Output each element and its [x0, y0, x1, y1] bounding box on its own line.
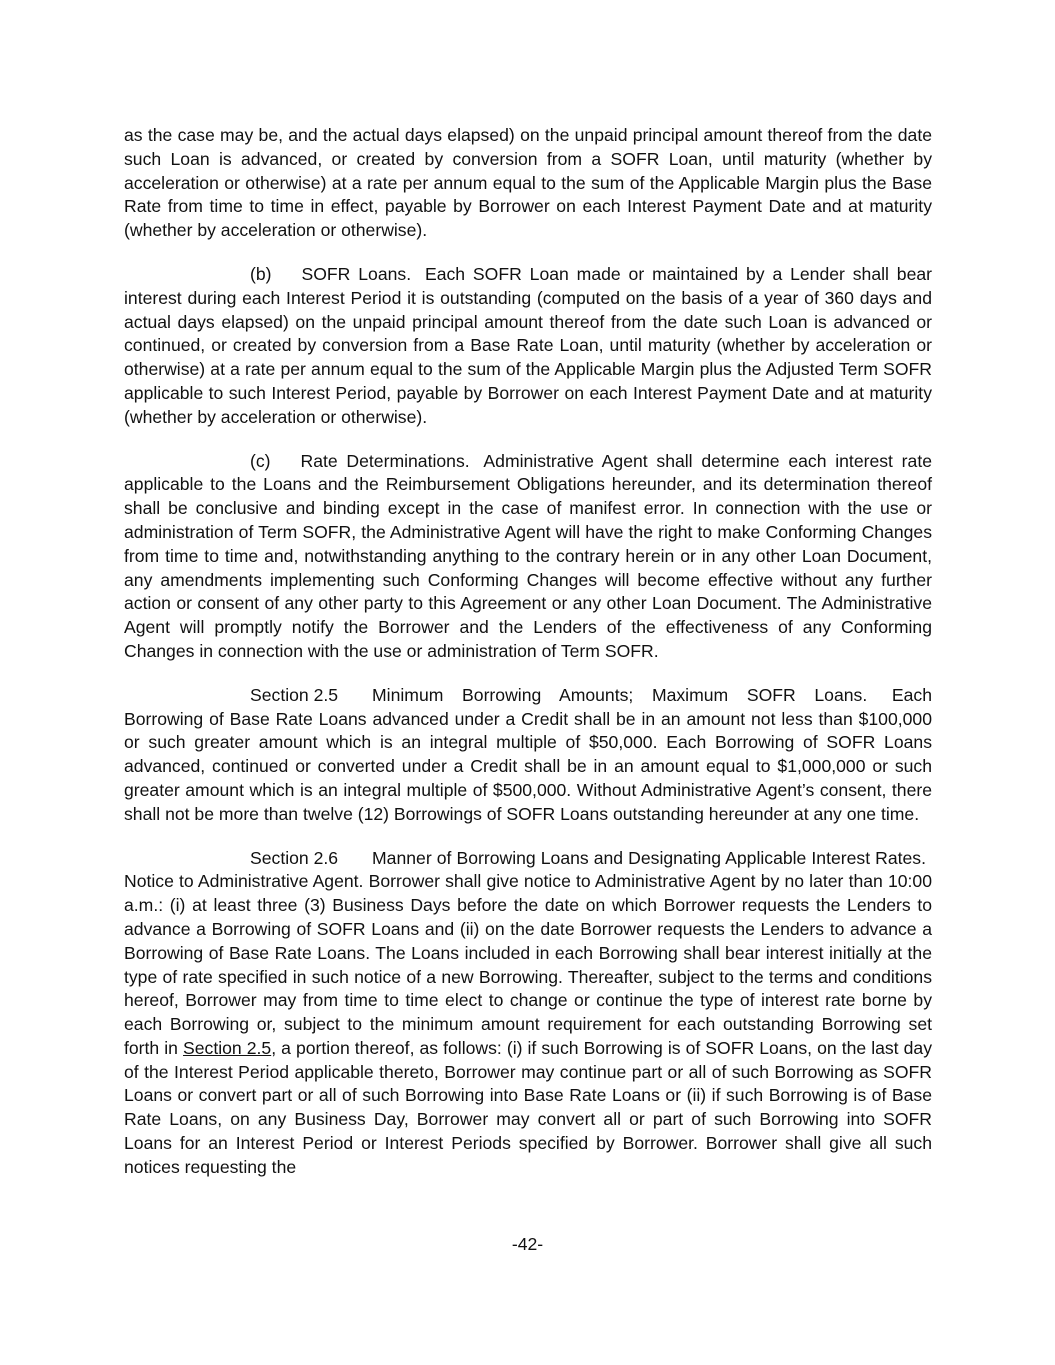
- page-number: -42-: [511, 1234, 544, 1254]
- section-heading: Manner of Borrowing Loans and Designating Applicable Interest Rates.: [372, 847, 926, 868]
- section-label: Section 2.6: [250, 847, 339, 868]
- paragraph-text: as the case may be, and the actual days elapsed) on the unpaid principal amount thereof from the date such Loan is advanced, or created by conversion from a SOFR Loan, until maturity (whether by acceleration or otherwise) at a rate per annum equal to the sum of the Applicable Margin plus the Base Rate from time to time in effect, payable by Borrower on each Interest Payment Date and at maturity (whether by acceleration or otherwise).: [124, 125, 932, 241]
- paragraph-text: , a portion thereof, as follows: (i) if such Borrowing is of SOFR Loans, on the last day of the Interest Period applicable thereto, Borrower may continue part or all of such Borrowing as SOFR Loans or convert part or all of such Borrowing into Base Rate Loans or (ii) if such Borrowing is of Base Rate Loans, on any Business Day, Borrower may convert all or part of such Borrowing into SOFR Loans for an Interest Period or Interest Periods specified by Borrower. Borrower shall give all such notices requesting the: [124, 1037, 932, 1177]
- paragraph-sofr-loans: [124, 263, 932, 430]
- section-2-5: [124, 684, 932, 827]
- section-heading: Minimum Borrowing Amounts; Maximum SOFR Loans.: [372, 684, 868, 705]
- paragraph-rate-determinations: [124, 450, 932, 664]
- clause-label: (c): [250, 450, 271, 471]
- section-cross-reference-link[interactable]: Section 2.5: [183, 1037, 272, 1058]
- paragraph-text: Each SOFR Loan made or maintained by a Lender shall bear interest during each Interest Period it is outstanding (computed on the basis of a year of 360 days and actual days elapsed) on the unpaid principal amount thereof from the date such Loan is advanced or continued, or created by conversion from a Base Rate Loan, until maturity (whether by acceleration or otherwise) at a rate per annum equal to the sum of the Applicable Margin plus the Adjusted Term SOFR applicable to such Interest Period, payable by Borrower on each Interest Payment Date and at maturity (whether by acceleration or otherwise).: [124, 263, 933, 427]
- section-label: Section 2.5: [250, 684, 339, 705]
- paragraph-text: Notice to Administrative Agent. Borrower shall give notice to Administrative Agent by no later than 10:00 a.m.: (i) at least three (3) Business Days before the date on which Borrower requests the Lenders to advance a Borrowing of SOFR Loans and (ii) on the date Borrower requests the Lenders to advance a Borrowing of Base Rate Loans. The Loans included in each Borrowing shall bear interest initially at the type of rate specified in such notice of a new Borrowing. Thereafter, subject to the terms and conditions hereof, Borrower may from time to time elect to change or continue the type of interest rate borne by each Borrowing or, subject to the minimum amount requirement for each outstanding Borrowing set forth in: [124, 871, 932, 1058]
- document-body: [124, 124, 932, 1200]
- paragraph-base-rate-continuation: [124, 124, 932, 243]
- clause-label: (b): [250, 263, 272, 284]
- section-2-6: [124, 847, 932, 1180]
- clause-heading: Rate Determinations.: [300, 450, 470, 471]
- paragraph-text: Each Borrowing of Base Rate Loans advanced under a Credit shall be in an amount not less than $100,000 or such greater amount which is an integral multiple of $50,000. Each Borrowing of SOFR Loans advanced, continued or converted under a Credit shall be in an amount equal to $1,000,000 or such greater amount which is an integral multiple of $500,000. Without Administrative Agent’s consent, there shall not be more than twelve (12) Borrowings of SOFR Loans outstanding hereunder at any one time.: [124, 684, 932, 824]
- paragraph-text: Administrative Agent shall determine each interest rate applicable to the Loans and the Reimbursement Obligations hereunder, and its determination thereof shall be conclusive and binding except in the case of manifest error. In connection with the use or administration of Term SOFR, the Administrative Agent will have the right to make Conforming Changes from time to time and, notwithstanding anything to the contrary herein or in any other Loan Document, any amendments implementing such Conforming Changes will become effective without any further action or consent of any other party to this Agreement or any other Loan Document. The Administrative Agent will promptly notify the Borrower and the Lenders of the effectiveness of any Conforming Changes in connection with the use or administration of Term SOFR.: [124, 450, 932, 661]
- clause-heading: SOFR Loans.: [301, 263, 412, 284]
